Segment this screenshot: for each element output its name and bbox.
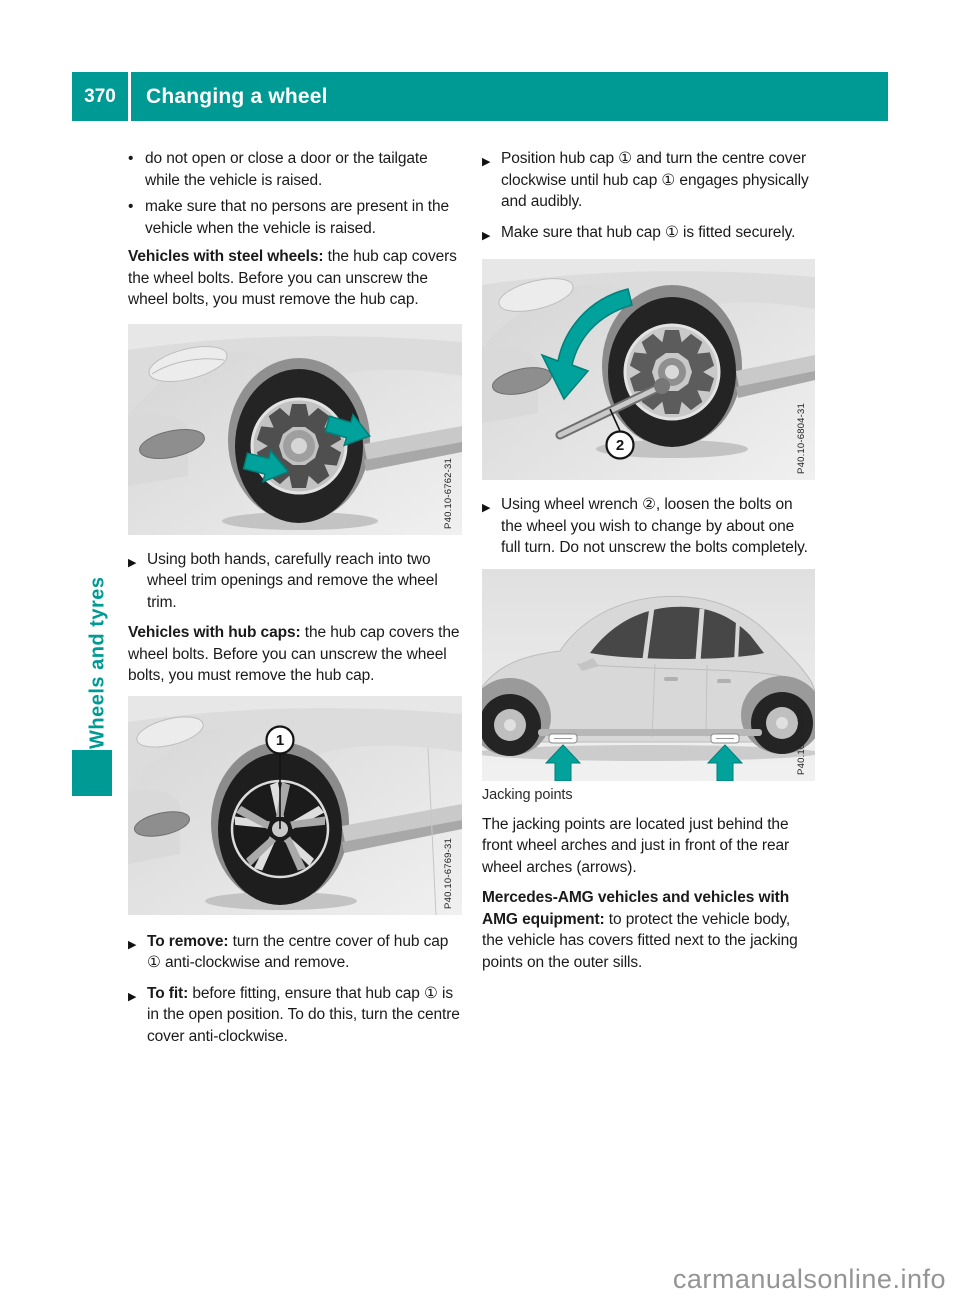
- step-text: To remove: turn the centre cover of hub cap ① anti-clockwise and remove.: [147, 932, 449, 971]
- left-column: [128, 148, 462, 1056]
- figure-code: P40.10-6804-31: [795, 403, 807, 474]
- step-marker-icon: ▶: [482, 156, 491, 168]
- instruction-step: [482, 222, 815, 248]
- paragraph-jacking-points: The jacking points are located just behind the front wheel arches and just in front of the rear wheel arches (arrows).: [482, 815, 790, 876]
- step-marker-icon: ▶: [128, 556, 137, 569]
- figure-hub-cap: [128, 696, 462, 915]
- wheel-wrench-photo: [482, 259, 815, 480]
- page-number: 370: [72, 72, 128, 121]
- step-text: Using both hands, carefully reach into two wheel trim openings and remove the wheel trim.: [147, 550, 438, 611]
- step-text: Position hub cap ① and turn the centre cover clockwise until hub cap ① engages physically and audibly.: [501, 150, 809, 210]
- callout-badge-1: [267, 726, 294, 753]
- figure-jacking-points: [482, 569, 815, 781]
- paragraph-steel-wheels: Vehicles with steel wheels: the hub cap covers the wheel bolts. Before you can unscrew the wheel bolts, you must remove the hub cap.: [128, 248, 457, 308]
- figure-wheel-wrench: [482, 259, 815, 480]
- step-marker-icon: ▶: [482, 229, 491, 242]
- bullet-text: do not open or close a door or the tailgate while the vehicle is raised.: [145, 150, 428, 189]
- step-marker-icon: ▶: [128, 938, 137, 951]
- page-title: Changing a wheel: [146, 84, 328, 108]
- bullet-item: [128, 196, 462, 239]
- bullet-item: [128, 148, 462, 191]
- step-text: Using wheel wrench ②, loosen the bolts on the wheel you wish to change by about one full turn. Do not unscrew the bolts completely.: [501, 496, 808, 556]
- bullet-text: make sure that no persons are present in the vehicle when the vehicle is raised.: [145, 198, 450, 237]
- figure-code: P40.10-6762-31: [442, 457, 454, 529]
- instruction-step: [128, 983, 462, 1048]
- figure-code: P40.10-6769-31: [442, 837, 454, 909]
- bullet-icon: •: [128, 198, 134, 215]
- right-column: [482, 148, 815, 982]
- svg-text:2: 2: [615, 437, 625, 454]
- figure-caption: Jacking points: [482, 786, 573, 803]
- instruction-step: [128, 931, 462, 974]
- watermark: carmanualsonline.info: [672, 1264, 946, 1294]
- step-marker-icon: ▶: [128, 990, 137, 1003]
- bullet-icon: •: [128, 150, 134, 167]
- figure-code: P40.10-6764-31: [795, 703, 807, 775]
- jack-point-cover: [549, 734, 577, 743]
- instruction-step: [482, 148, 815, 213]
- sidebar-section-label: Wheels and tyres: [86, 576, 109, 749]
- sidebar-accent-square: [72, 750, 112, 796]
- svg-text:1: 1: [275, 731, 285, 749]
- step-text: Make sure that hub cap ① is fitted securely.: [501, 223, 796, 241]
- jacking-points-photo: [482, 569, 815, 781]
- callout-badge-2: [607, 432, 634, 459]
- figure-steel-wheel: [128, 324, 462, 535]
- hub-cap-photo: [128, 696, 462, 915]
- page-header-bar: [131, 72, 888, 121]
- paragraph-amg: Mercedes-AMG vehicles and vehicles with AMG equipment: to protect the vehicle body, the vehicle has covers fitted next to the jacking points on the outer sills.: [482, 889, 798, 971]
- instruction-step: [482, 494, 815, 559]
- instruction-step: [128, 549, 462, 614]
- steel-wheel-photo: [128, 324, 462, 535]
- paragraph-hub-caps: Vehicles with hub caps: the hub cap covers the wheel bolts. Before you can unscrew the wheel bolts, you must remove the hub cap.: [128, 624, 460, 684]
- step-text: To fit: before fitting, ensure that hub cap ① is in the open position. To do this, turn the centre cover anti-clockwise.: [147, 984, 460, 1045]
- step-marker-icon: ▶: [482, 502, 491, 514]
- jack-point-cover: [711, 734, 739, 743]
